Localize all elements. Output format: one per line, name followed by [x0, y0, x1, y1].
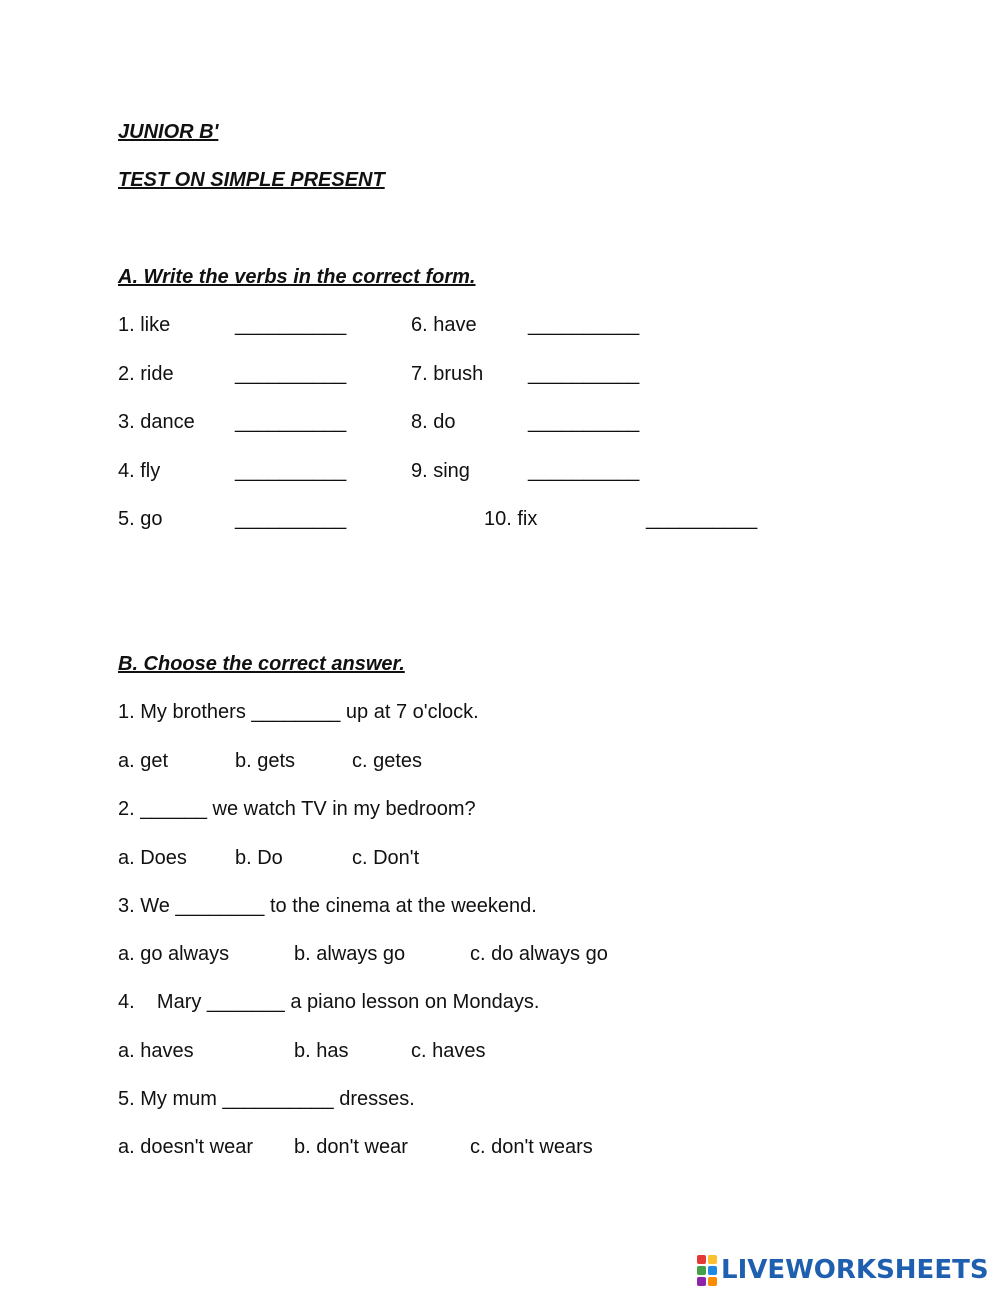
option-2c[interactable]: c. Don't — [352, 847, 420, 869]
verb-item-5: 5. go — [118, 508, 163, 530]
question-2: 2. ______ we watch TV in my bedroom? — [118, 798, 476, 820]
option-5a[interactable]: a. doesn't wear — [118, 1136, 254, 1158]
question-3: 3. We ________ to the cinema at the weekend. — [118, 895, 537, 917]
answer-blank-9[interactable]: __________ — [528, 460, 640, 482]
answer-blank-5[interactable]: __________ — [235, 508, 347, 530]
question-5: 5. My mum __________ dresses. — [118, 1088, 415, 1110]
verb-item-4: 4. fly — [118, 460, 161, 482]
verb-item-6: 6. have — [411, 314, 477, 336]
answer-blank-2[interactable]: __________ — [235, 363, 347, 385]
option-1c[interactable]: c. getes — [352, 750, 423, 772]
answer-blank-4[interactable]: __________ — [235, 460, 347, 482]
verb-item-2: 2. ride — [118, 363, 174, 385]
option-5c[interactable]: c. don't wears — [470, 1136, 593, 1158]
question-4: 4. Mary _______ a piano lesson on Mondays. — [118, 991, 540, 1013]
question-1: 1. My brothers ________ up at 7 o'clock. — [118, 701, 479, 723]
option-1a[interactable]: a. get — [118, 750, 169, 772]
answer-blank-3[interactable]: __________ — [235, 411, 347, 433]
option-2a[interactable]: a. Does — [118, 847, 187, 869]
option-3b[interactable]: b. always go — [294, 943, 406, 965]
verb-item-1: 1. like — [118, 314, 171, 336]
verb-item-8: 8. do — [411, 411, 456, 433]
option-4c[interactable]: c. haves — [411, 1040, 486, 1062]
verb-item-9: 9. sing — [411, 460, 470, 482]
class-name: JUNIOR B' — [118, 121, 219, 143]
logo-text: LIVEWORKSHEETS — [721, 1255, 989, 1285]
verb-item-10: 10. fix — [484, 508, 538, 530]
option-4a[interactable]: a. haves — [118, 1040, 194, 1062]
verb-item-7: 7. brush — [411, 363, 484, 385]
option-3a[interactable]: a. go always — [118, 943, 230, 965]
section-b-heading: B. Choose the correct answer. — [118, 653, 405, 675]
option-1b[interactable]: b. gets — [235, 750, 296, 772]
answer-blank-6[interactable]: __________ — [528, 314, 640, 336]
answer-blank-10[interactable]: __________ — [646, 508, 758, 530]
answer-blank-8[interactable]: __________ — [528, 411, 640, 433]
verb-item-3: 3. dance — [118, 411, 195, 433]
option-3c[interactable]: c. do always go — [470, 943, 608, 965]
logo-mark-icon — [697, 1255, 717, 1286]
section-a-heading: A. Write the verbs in the correct form. — [118, 266, 476, 288]
answer-blank-1[interactable]: __________ — [235, 314, 347, 336]
option-2b[interactable]: b. Do — [235, 847, 283, 869]
liveworksheets-logo — [697, 1255, 989, 1285]
option-4b[interactable]: b. has — [294, 1040, 349, 1062]
option-5b[interactable]: b. don't wear — [294, 1136, 408, 1158]
answer-blank-7[interactable]: __________ — [528, 363, 640, 385]
test-title: TEST ON SIMPLE PRESENT — [118, 169, 385, 191]
